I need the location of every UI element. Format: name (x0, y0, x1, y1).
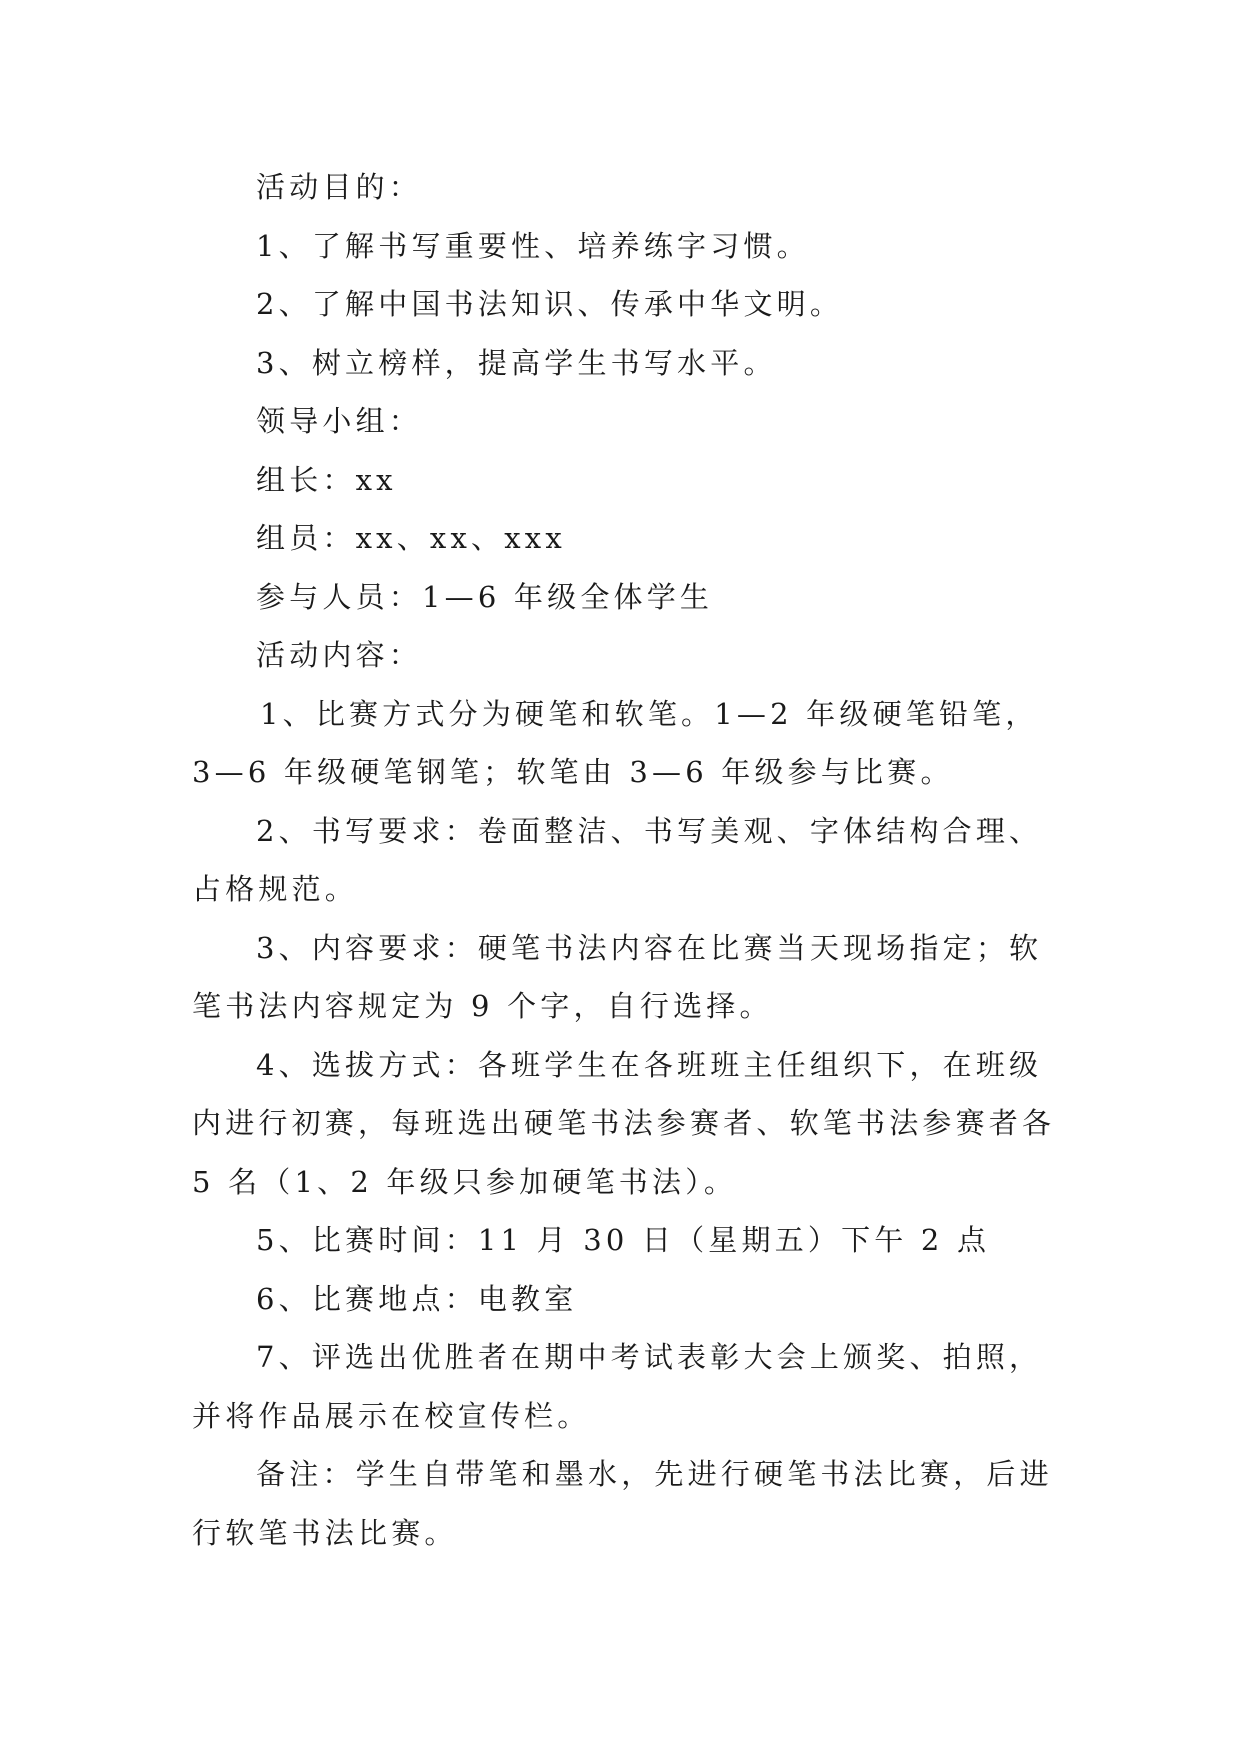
heading-activity-purpose: 活动目的： (256, 170, 423, 204)
document-body (192, 158, 1056, 1562)
content-item-1-line-2: 3—6 年级硬笔钢笔；软笔由 3—6 年级参与比赛。 (192, 755, 954, 789)
content-item-3-line-1: 3、内容要求：硬笔书法内容在比赛当天现场指定；软 (256, 930, 1043, 965)
content-item-4 (192, 1036, 1056, 1212)
content-item-4-line-1: 4、选拔方式：各班学生在各班班主任组织下，在班级 (256, 1047, 1043, 1082)
content-item-3 (192, 919, 1052, 1036)
remarks-line-1: 备注：学生自带笔和墨水，先进行硬笔书法比赛，后进 (256, 1457, 1053, 1491)
content-item-4-line-2: 内进行初赛，每班选出硬笔书法参赛者、软笔书法参赛者各 (192, 1106, 1056, 1140)
remarks-line-2: 行软笔书法比赛。 (192, 1515, 458, 1550)
purpose-item-3: 3、树立榜样，提高学生书写水平。 (256, 345, 777, 380)
content-item-2-line-1: 2、书写要求：卷面整洁、书写美观、字体结构合理、 (256, 813, 1043, 848)
content-item-1-line-1: 1、比赛方式分为硬笔和软笔。1—2 年级硬笔铅笔， (260, 696, 1039, 731)
content-item-7-line-2: 并将作品展示在校宣传栏。 (192, 1398, 591, 1433)
group-members: 组员：xx、xx、xxx (256, 521, 566, 555)
heading-leadership-group: 领导小组： (256, 404, 423, 438)
content-item-2-line-2: 占格规范。 (192, 872, 359, 906)
content-item-3-line-2: 笔书法内容规定为 9 个字，自行选择。 (192, 989, 773, 1023)
content-item-7 (192, 1328, 1052, 1445)
purpose-item-2: 2、了解中国书法知识、传承中华文明。 (256, 287, 844, 321)
heading-activity-content: 活动内容： (256, 638, 423, 672)
group-leader: 组长：xx (256, 462, 397, 497)
content-item-1 (192, 685, 1052, 802)
content-item-5: 5、比赛时间：11 月 30 日（星期五）下午 2 点 (256, 1223, 991, 1257)
content-item-6: 6、比赛地点：电教室 (256, 1281, 578, 1316)
remarks (192, 1445, 1052, 1562)
content-item-2 (192, 802, 1052, 919)
content-item-4-line-3: 5 名（1、2 年级只参加硬笔书法）。 (192, 1164, 738, 1199)
purpose-item-1: 1、了解书写重要性、培养练字习惯。 (256, 228, 810, 263)
content-item-7-line-1: 7、评选出优胜者在期中考试表彰大会上颁奖、拍照， (256, 1340, 1043, 1374)
participants: 参与人员：1—6 年级全体学生 (256, 579, 714, 614)
